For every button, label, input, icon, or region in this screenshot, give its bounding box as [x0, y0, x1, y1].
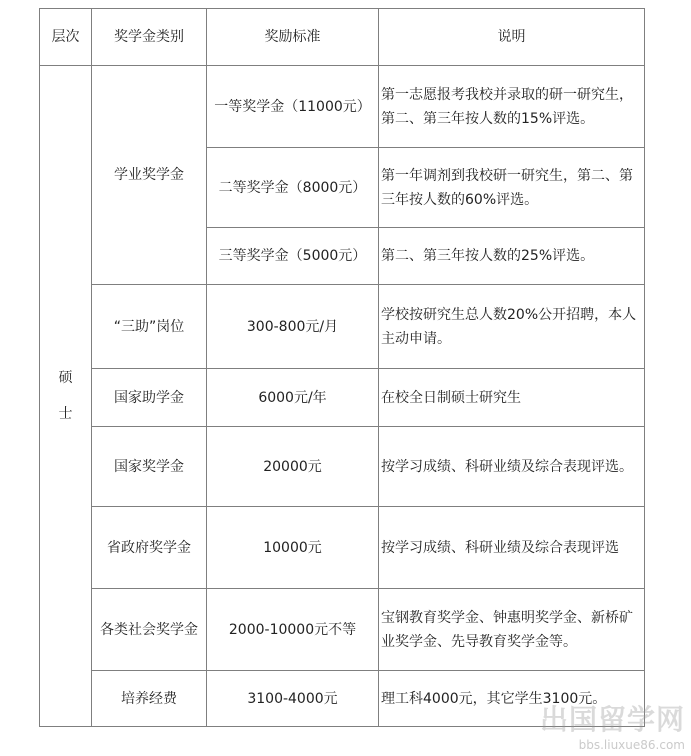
- standard-cell: 三等奖学金（5000元）: [207, 228, 379, 285]
- level-cell: [40, 66, 92, 727]
- standard-cell: 6000元/年: [207, 369, 379, 427]
- category-cell: 省政府奖学金: [92, 507, 207, 589]
- description-cell: 理工科4000元，其它学生3100元。: [379, 671, 645, 727]
- header-description: 说明: [379, 9, 645, 66]
- description-cell: 第一年调剂到我校研一研究生，第二、第三年按人数的60%评选。: [379, 148, 645, 228]
- table-row: [40, 589, 645, 671]
- category-cell: 国家助学金: [92, 369, 207, 427]
- standard-cell: 一等奖学金（11000元）: [207, 66, 379, 148]
- header-category: 奖学金类别: [92, 9, 207, 66]
- standard-cell: 2000-10000元不等: [207, 589, 379, 671]
- watermark-url: bbs.liuxue86.com: [578, 738, 685, 752]
- category-cell: 培养经费: [92, 671, 207, 727]
- description-cell: 第一志愿报考我校并录取的研一研究生，第二、第三年按人数的15%评选。: [379, 66, 645, 148]
- header-standard: 奖励标准: [207, 9, 379, 66]
- standard-cell: 20000元: [207, 427, 379, 507]
- description-cell: 按学习成绩、科研业绩及综合表现评选。: [379, 427, 645, 507]
- table-row: [40, 66, 645, 148]
- table-row: [40, 285, 645, 369]
- description-cell: 按学习成绩、科研业绩及综合表现评选: [379, 507, 645, 589]
- standard-cell: 300-800元/月: [207, 285, 379, 369]
- level-char-2: 士: [58, 406, 73, 422]
- description-cell: 在校全日制硕士研究生: [379, 369, 645, 427]
- standard-cell: 3100-4000元: [207, 671, 379, 727]
- category-cell: “三助”岗位: [92, 285, 207, 369]
- description-cell: 第二、第三年按人数的25%评选。: [379, 228, 645, 285]
- watermark-logo: 出国留学网: [539, 703, 685, 736]
- header-level: 层次: [40, 9, 92, 66]
- table-row: [40, 427, 645, 507]
- category-cell: 国家奖学金: [92, 427, 207, 507]
- header-row: [40, 9, 645, 66]
- table-row: [40, 369, 645, 427]
- standard-cell: 10000元: [207, 507, 379, 589]
- category-cell: 学业奖学金: [92, 66, 207, 285]
- category-cell: 各类社会奖学金: [92, 589, 207, 671]
- standard-cell: 二等奖学金（8000元）: [207, 148, 379, 228]
- description-cell: 宝钢教育奖学金、钟惠明奖学金、新桥矿业奖学金、先导教育奖学金等。: [379, 589, 645, 671]
- scholarship-table: [39, 8, 645, 727]
- table-row: [40, 507, 645, 589]
- level-char-1: 硕: [58, 370, 73, 386]
- description-cell: 学校按研究生总人数20%公开招聘，本人主动申请。: [379, 285, 645, 369]
- table-row: [40, 671, 645, 727]
